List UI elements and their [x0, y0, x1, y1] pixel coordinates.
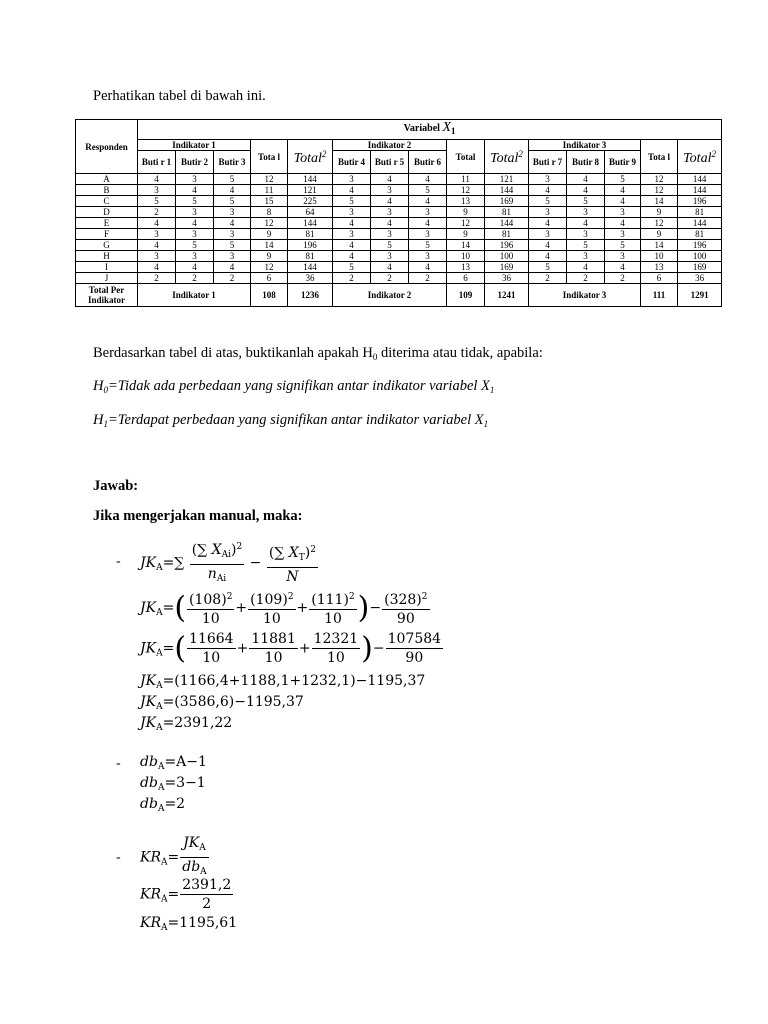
table-cell: 4 [605, 262, 641, 273]
footer-indikator-2: Indikator 2 [333, 284, 447, 307]
jk5: =(3586,6)−1195,37 [162, 694, 304, 710]
total-sq-label: Total [683, 151, 712, 166]
responden-cell: F [76, 229, 138, 240]
h0-symbol: H [93, 378, 104, 394]
header-indikator-3: Indikator 3 [529, 140, 641, 151]
table-cell: 144 [485, 218, 529, 229]
jk-lhs: JK [140, 555, 157, 571]
table-cell: 144 [678, 218, 722, 229]
responden-cell: J [76, 273, 138, 284]
question-main: Berdasarkan tabel di atas, buktikanlah apakah H [93, 345, 373, 361]
table-cell: 36 [288, 273, 333, 284]
header-total-2: Total [447, 140, 485, 174]
table-cell: 4 [409, 196, 447, 207]
jk2-d4: 90 [396, 611, 415, 627]
jk-step-6: $JK_A=2391,22$ [140, 715, 233, 733]
bullet-jk: - [116, 554, 121, 569]
jk3-d3: 10 [326, 650, 345, 666]
table-cell: 3 [567, 229, 605, 240]
jk-frac-1: $\frac{(\sum X_{Ai})^2}{n_{Ai}}$ [190, 538, 244, 588]
responden-cell: I [76, 262, 138, 273]
data-table [75, 119, 722, 307]
responden-cell: A [76, 174, 138, 185]
table-cell: 169 [678, 262, 722, 273]
table-row [76, 262, 722, 273]
kr-step-3: $KR_A=1195,61$ [140, 915, 238, 933]
table-cell: 5 [371, 240, 409, 251]
header-indikator-1: Indikator 1 [138, 140, 251, 151]
table-cell: 4 [409, 174, 447, 185]
table-cell: 3 [529, 207, 567, 218]
table-cell: 196 [678, 196, 722, 207]
table-cell: 5 [333, 196, 371, 207]
table-cell: 4 [605, 196, 641, 207]
table-cell: 9 [251, 251, 288, 262]
db3: =2 [164, 796, 186, 812]
jk3-d4: 90 [405, 650, 424, 666]
table-cell: 3 [371, 207, 409, 218]
table-cell: 12 [447, 185, 485, 196]
table-cell: 14 [641, 196, 678, 207]
table-cell: 14 [447, 240, 485, 251]
table-cell: 2 [371, 273, 409, 284]
jk4: =(1166,4+1188,1+1232,1)−1195,37 [162, 673, 426, 689]
jk-frac-2: $\frac{(\sum X_T)^2}{N}$ [267, 541, 318, 586]
table-cell: 8 [251, 207, 288, 218]
question-text [93, 345, 543, 362]
table-cell: 5 [567, 240, 605, 251]
table-cell: 2 [409, 273, 447, 284]
table-cell: 12 [251, 174, 288, 185]
table-row [76, 196, 722, 207]
table-cell: 15 [251, 196, 288, 207]
table-cell: 81 [678, 207, 722, 218]
jk2-n1: (108) [189, 592, 227, 608]
variabel-sub: 1 [451, 126, 456, 136]
db-step-3: $db_A=2$ [140, 796, 186, 814]
header-butir-8: Butir 8 [567, 151, 605, 174]
header-butir-6: Butir 6 [409, 151, 447, 174]
table-cell: 4 [333, 240, 371, 251]
table-cell: 4 [529, 218, 567, 229]
table-cell: 11 [447, 174, 485, 185]
table-cell: 3 [371, 185, 409, 196]
jk2-d3: 10 [324, 611, 342, 627]
table-cell: 3 [409, 207, 447, 218]
table-cell: 169 [485, 196, 529, 207]
db1: =A−1 [164, 754, 207, 770]
jk3-n4: 107584 [387, 631, 442, 647]
table-cell: 5 [529, 262, 567, 273]
table-cell: 100 [678, 251, 722, 262]
table-cell: 4 [371, 196, 409, 207]
table-cell: 64 [288, 207, 333, 218]
table-cell: 14 [641, 240, 678, 251]
table-cell: 169 [485, 262, 529, 273]
kr3: =1195,61 [167, 915, 238, 931]
header-total-sq-3 [678, 140, 722, 174]
table-cell: 81 [678, 229, 722, 240]
total-sq-label: Total [293, 151, 322, 166]
table-cell: 4 [567, 174, 605, 185]
table-cell: 196 [678, 240, 722, 251]
table-cell: 5 [176, 196, 214, 207]
header-total-1: Tota l [251, 140, 288, 174]
header-butir-9: Butir 9 [605, 151, 641, 174]
table-cell: 3 [333, 229, 371, 240]
table-cell: 144 [678, 174, 722, 185]
h1-tail-sub: 1 [483, 419, 489, 429]
table-cell: 144 [288, 174, 333, 185]
h1-sub: 1 [103, 419, 108, 429]
table-cell: 10 [447, 251, 485, 262]
table-cell: 9 [447, 207, 485, 218]
table-cell: 3 [138, 185, 176, 196]
table-cell: 5 [567, 196, 605, 207]
jk3-n1: 11664 [189, 631, 234, 647]
table-cell: 14 [251, 240, 288, 251]
table-cell: 4 [567, 262, 605, 273]
bullet-kr: - [116, 850, 121, 865]
responden-cell: C [76, 196, 138, 207]
table-cell: 144 [678, 185, 722, 196]
total-sq-exp: 2 [321, 149, 327, 159]
data-table-wrapper [75, 119, 721, 307]
table-cell: 2 [333, 273, 371, 284]
db-step-1: $db_A=A-1$ [140, 754, 207, 772]
header-variabel [138, 120, 722, 140]
table-cell: 144 [288, 218, 333, 229]
table-cell: 4 [529, 240, 567, 251]
table-cell: 4 [333, 185, 371, 196]
table-cell: 3 [214, 251, 251, 262]
table-cell: 4 [138, 218, 176, 229]
table-row [76, 174, 722, 185]
jk-sub: A [156, 563, 163, 573]
jk-step-2: $JK_A=$( $\frac{(108)^2}{10}$ + $\frac{(109)^2}{10}$ + $\frac{(111)^2}{10}$ )− $\frac{(328)^2}{90}$ [140, 588, 431, 628]
variabel-label: Variabel [403, 123, 440, 134]
table-cell: 9 [641, 229, 678, 240]
h1-symbol: H [93, 412, 104, 428]
header-butir-7: Buti r 7 [529, 151, 567, 174]
table-cell: 4 [409, 262, 447, 273]
jk-formula: $JK_A=\sum$ $\frac{(\sum X_{Ai})^2}{n_{Ai}}$ − $\frac{(\sum X_T)^2}{N}$ [140, 538, 319, 588]
footer-total-sq-3: 1291 [678, 284, 722, 307]
bullet-db: - [116, 756, 121, 771]
table-cell: 4 [138, 240, 176, 251]
db-step-2: $db_A=3-1$ [140, 775, 206, 793]
manual-heading: Jika mengerjakan manual, maka: [93, 508, 303, 524]
table-cell: 2 [529, 273, 567, 284]
footer-label: Total Per Indikator [76, 284, 138, 307]
table-cell: 3 [138, 251, 176, 262]
table-cell: 3 [605, 251, 641, 262]
table-row [76, 185, 722, 196]
table-cell: 9 [251, 229, 288, 240]
db2: =3−1 [164, 775, 206, 791]
table-cell: 11 [251, 185, 288, 196]
table-cell: 4 [529, 185, 567, 196]
total-sq-exp: 2 [711, 149, 716, 159]
db-lhs: db [140, 754, 158, 770]
table-cell: 4 [138, 174, 176, 185]
h0-tail-sub: 1 [489, 385, 495, 395]
table-cell: 144 [485, 185, 529, 196]
table-body [76, 174, 722, 284]
table-cell: 4 [605, 218, 641, 229]
table-row [76, 218, 722, 229]
jk2-n3: (111) [311, 592, 349, 608]
table-cell: 81 [485, 207, 529, 218]
table-cell: 5 [176, 240, 214, 251]
kr-step-2: $KR_A=$ $\frac{2391,2}{2}$ [140, 877, 232, 912]
h1-text: =Terdapat perbedaan yang signifikan antar indikator variabel X [107, 412, 484, 428]
table-cell: 4 [333, 218, 371, 229]
table-cell: 3 [567, 251, 605, 262]
table-footer-row [76, 284, 722, 307]
header-butir-3: Butir 3 [214, 151, 251, 174]
header-total-sq-1 [288, 140, 333, 174]
table-cell: 36 [678, 273, 722, 284]
table-cell: 12 [251, 218, 288, 229]
table-cell: 3 [214, 207, 251, 218]
table-cell: 3 [409, 251, 447, 262]
table-cell: 5 [214, 196, 251, 207]
jawab-heading: Jawab: [93, 478, 139, 494]
table-cell: 9 [641, 207, 678, 218]
jk-step-4: $JK_A=(1166,4+1188,1+1232,1)-1195,37$ [140, 673, 426, 691]
jk-step-3: $JK_A=$( $\frac{11664}{10}$ + $\frac{11881}{10}$ + $\frac{12321}{10}$ )− $\frac{107584}{90}$ [140, 631, 442, 666]
jk6: =2391,22 [162, 715, 233, 731]
table-cell: 144 [288, 262, 333, 273]
table-cell: 12 [641, 174, 678, 185]
table-cell: 5 [333, 262, 371, 273]
footer-total-sq-1: 1236 [288, 284, 333, 307]
jk3-n3: 12321 [313, 631, 359, 647]
header-butir-5: Buti r 5 [371, 151, 409, 174]
table-cell: 3 [176, 229, 214, 240]
table-cell: 196 [485, 240, 529, 251]
footer-indikator-1: Indikator 1 [138, 284, 251, 307]
table-cell: 3 [371, 229, 409, 240]
hypothesis-h0 [93, 378, 494, 395]
table-cell: 2 [138, 273, 176, 284]
responden-cell: G [76, 240, 138, 251]
responden-cell: D [76, 207, 138, 218]
jk3-d1: 10 [202, 650, 221, 666]
table-cell: 9 [447, 229, 485, 240]
kr2-num: 2391,2 [182, 877, 232, 893]
kr-lhs: KR [140, 849, 161, 866]
table-cell: 5 [214, 240, 251, 251]
table-cell: 3 [605, 207, 641, 218]
header-indikator-2: Indikator 2 [333, 140, 447, 151]
table-cell: 3 [529, 174, 567, 185]
table-cell: 3 [567, 207, 605, 218]
header-responden: Responden [76, 120, 138, 174]
intro-text: Perhatikan tabel di bawah ini. [93, 88, 266, 104]
table-cell: 4 [214, 185, 251, 196]
hypothesis-h1 [93, 412, 488, 429]
table-cell: 2 [214, 273, 251, 284]
table-cell: 225 [288, 196, 333, 207]
table-row [76, 229, 722, 240]
table-cell: 13 [641, 262, 678, 273]
table-cell: 2 [176, 273, 214, 284]
table-row [76, 273, 722, 284]
table-cell: 5 [409, 185, 447, 196]
table-cell: 4 [371, 218, 409, 229]
table-cell: 3 [333, 174, 371, 185]
table-cell: 5 [214, 174, 251, 185]
table-cell: 81 [485, 229, 529, 240]
table-cell: 4 [371, 174, 409, 185]
table-cell: 3 [409, 229, 447, 240]
footer-total-2: 109 [447, 284, 485, 307]
jk2-d1: 10 [201, 611, 220, 627]
table-cell: 3 [176, 207, 214, 218]
table-cell: 2 [138, 207, 176, 218]
table-cell: 4 [409, 218, 447, 229]
table-cell: 3 [371, 251, 409, 262]
table-cell: 2 [605, 273, 641, 284]
table-cell: 5 [605, 240, 641, 251]
table-cell: 13 [447, 196, 485, 207]
table-cell: 12 [447, 218, 485, 229]
table-cell: 2 [567, 273, 605, 284]
table-cell: 4 [176, 185, 214, 196]
table-cell: 6 [641, 273, 678, 284]
header-total-3: Tota l [641, 140, 678, 174]
jk3-n2: 11881 [251, 631, 296, 647]
table-cell: 3 [214, 229, 251, 240]
table-cell: 3 [333, 207, 371, 218]
table-row [76, 207, 722, 218]
jk3-d2: 10 [264, 650, 283, 666]
footer-total-3: 111 [641, 284, 678, 307]
table-cell: 3 [176, 251, 214, 262]
footer-total-1: 108 [251, 284, 288, 307]
table-cell: 4 [567, 185, 605, 196]
table-cell: 3 [138, 229, 176, 240]
table-cell: 3 [176, 174, 214, 185]
table-cell: 4 [214, 262, 251, 273]
total-sq-exp: 2 [518, 149, 523, 159]
jk2-n2: (109) [250, 592, 288, 608]
responden-cell: B [76, 185, 138, 196]
responden-cell: E [76, 218, 138, 229]
footer-indikator-3: Indikator 3 [529, 284, 641, 307]
question-sub: 0 [372, 352, 378, 362]
jk2-n4: (328) [384, 592, 422, 608]
kr-frac-den: db [182, 859, 201, 875]
table-cell: 4 [567, 218, 605, 229]
table-cell: 12 [641, 218, 678, 229]
table-cell: 4 [214, 218, 251, 229]
table-cell: 3 [529, 229, 567, 240]
table-cell: 4 [371, 262, 409, 273]
table-cell: 5 [138, 196, 176, 207]
table-cell: 10 [641, 251, 678, 262]
table-cell: 121 [288, 185, 333, 196]
table-cell: 12 [641, 185, 678, 196]
kr-formula: $KR_A=$ $\frac{JK_A}{db_A}$ [140, 835, 207, 877]
table-cell: 6 [251, 273, 288, 284]
table-cell: 4 [529, 251, 567, 262]
table-cell: 121 [485, 174, 529, 185]
table-cell: 100 [485, 251, 529, 262]
table-cell: 5 [605, 174, 641, 185]
table-cell: 5 [409, 240, 447, 251]
table-cell: 4 [333, 251, 371, 262]
footer-total-sq-2: 1241 [485, 284, 529, 307]
table-cell: 5 [529, 196, 567, 207]
table-cell: 196 [288, 240, 333, 251]
table-cell: 4 [176, 218, 214, 229]
h0-text: =Tidak ada perbedaan yang signifikan antar indikator variabel X [107, 378, 490, 394]
responden-cell: H [76, 251, 138, 262]
question-end: diterima atau tidak, apabila: [377, 345, 543, 361]
table-cell: 3 [605, 229, 641, 240]
jk-step-5: $JK_A=(3586,6)-1195,37$ [140, 694, 304, 712]
table-cell: 6 [447, 273, 485, 284]
header-butir-2: Butir 2 [176, 151, 214, 174]
variabel-symbol: X [442, 120, 451, 135]
total-sq-label: Total [490, 151, 519, 166]
table-cell: 12 [251, 262, 288, 273]
header-butir-1: Buti r 1 [138, 151, 176, 174]
header-butir-4: Butir 4 [333, 151, 371, 174]
table-row [76, 240, 722, 251]
kr2-den: 2 [202, 896, 212, 912]
table-cell: 4 [605, 185, 641, 196]
table-cell: 81 [288, 229, 333, 240]
table-cell: 4 [176, 262, 214, 273]
table-cell: 4 [138, 262, 176, 273]
header-total-sq-2 [485, 140, 529, 174]
table-row [76, 251, 722, 262]
table-cell: 36 [485, 273, 529, 284]
table-cell: 81 [288, 251, 333, 262]
table-cell: 13 [447, 262, 485, 273]
h0-sub: 0 [103, 385, 108, 395]
jk2-d2: 10 [262, 611, 281, 627]
